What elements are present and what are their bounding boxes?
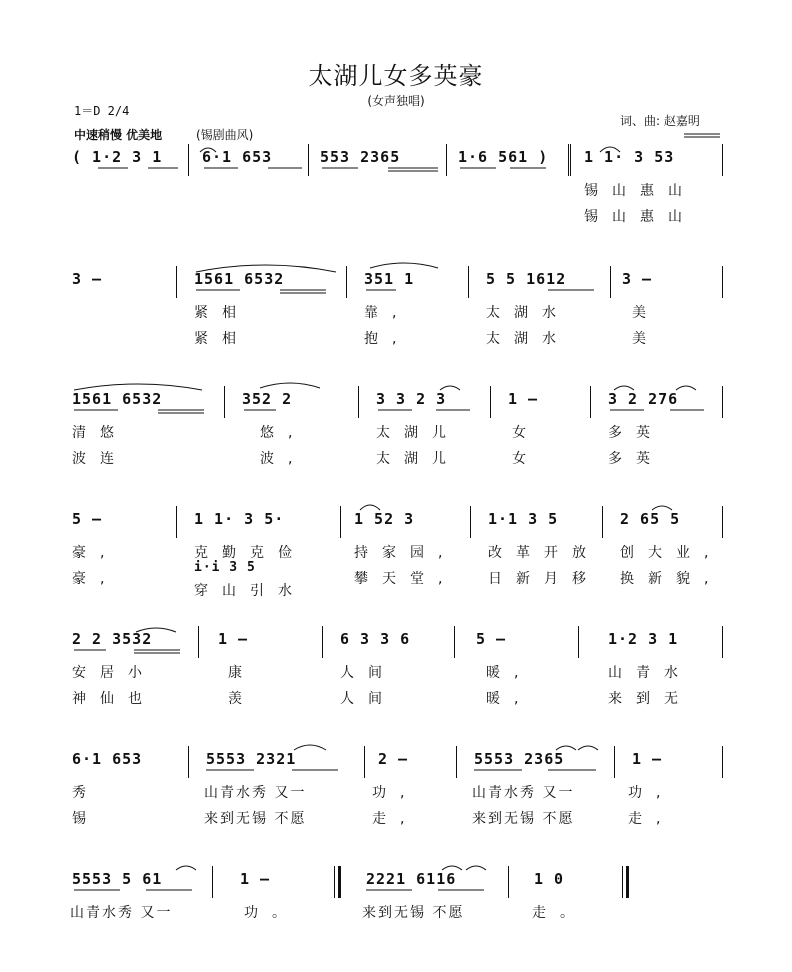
measure: 3 – bbox=[622, 270, 653, 288]
measure: 1 – bbox=[218, 630, 249, 648]
score-system-4 bbox=[0, 502, 792, 612]
measure: 1·6 561 ) bbox=[458, 148, 549, 166]
measure: 2 2 3532 bbox=[72, 630, 153, 648]
lyric: 女 bbox=[512, 451, 540, 467]
measure: 3 2 276 bbox=[608, 390, 679, 408]
lyric: 紧相 bbox=[194, 305, 250, 321]
measure: 5 – bbox=[476, 630, 507, 648]
measure: 2 – bbox=[378, 750, 409, 768]
measure: 2221 6116 bbox=[366, 870, 457, 888]
measure: 1561 6532 bbox=[72, 390, 163, 408]
lyric: 走。 bbox=[532, 905, 588, 921]
lyric: 多英 bbox=[608, 451, 664, 467]
lyric: 山青水秀 又一 bbox=[204, 785, 307, 801]
lyric: 美 bbox=[632, 305, 660, 321]
measure: 6·1 653 bbox=[202, 148, 273, 166]
measure: ( 1·2 3 1 bbox=[72, 148, 163, 166]
measure: 3 – bbox=[72, 270, 103, 288]
lyric: 豪, bbox=[72, 545, 119, 561]
measure: 1 – bbox=[632, 750, 663, 768]
lyric: 走, bbox=[628, 811, 675, 827]
lyric: 豪, bbox=[72, 571, 119, 587]
alternate-notes: i·i 3 5 bbox=[194, 560, 256, 575]
lyric: 太湖水 bbox=[486, 331, 570, 347]
lyric: 暖, bbox=[486, 665, 533, 681]
measure: 3 3 2 3 bbox=[376, 390, 447, 408]
tempo-marking: 中速稍慢 优美地 bbox=[74, 128, 163, 142]
measure: 6 3 3 6 bbox=[340, 630, 411, 648]
lyric: 来到无锡 不愿 bbox=[204, 811, 307, 827]
lyric: 创大业, bbox=[620, 545, 723, 561]
score-system-3 bbox=[0, 382, 792, 492]
lyric: 抱, bbox=[364, 331, 411, 347]
lyric: 功。 bbox=[244, 905, 300, 921]
lyric: 太湖水 bbox=[486, 305, 570, 321]
lyric: 日新月移 bbox=[488, 571, 600, 587]
measure: 6·1 653 bbox=[72, 750, 143, 768]
score-system-1 bbox=[0, 140, 792, 250]
lyric: 清悠 bbox=[72, 425, 128, 441]
measure: 5553 2365 bbox=[474, 750, 565, 768]
lyric: 靠, bbox=[364, 305, 411, 321]
measure: 1 – bbox=[508, 390, 539, 408]
lyric: 太湖儿 bbox=[376, 451, 460, 467]
measure: 351 1 bbox=[364, 270, 415, 288]
lyric: 羡 bbox=[228, 691, 256, 707]
measure: 1561 6532 bbox=[194, 270, 285, 288]
measure: 5553 2321 bbox=[206, 750, 297, 768]
lyric: 康 bbox=[228, 665, 256, 681]
measure: 1·2 3 1 bbox=[608, 630, 679, 648]
lyric: 克勤克俭 bbox=[194, 545, 306, 561]
measure: 5 5 1612 bbox=[486, 270, 567, 288]
lyric: 功, bbox=[372, 785, 419, 801]
lyric: 锡 bbox=[72, 811, 100, 827]
lyric: 人间 bbox=[340, 691, 396, 707]
measure: 1·1 3 5 bbox=[488, 510, 559, 528]
song-subtitle: (女声独唱) bbox=[367, 94, 425, 108]
lyric: 来到无 bbox=[608, 691, 692, 707]
measure: 352 2 bbox=[242, 390, 293, 408]
score-system-7 bbox=[0, 862, 792, 972]
measure: 5 – bbox=[72, 510, 103, 528]
measure: 1 0 bbox=[534, 870, 565, 888]
lyric: 波连 bbox=[72, 451, 128, 467]
lyric: 改革开放 bbox=[488, 545, 600, 561]
lyric: 太湖儿 bbox=[376, 425, 460, 441]
lyric: 山青水 bbox=[608, 665, 692, 681]
lyric: 女 bbox=[512, 425, 540, 441]
lyric: 持家园, bbox=[354, 545, 457, 561]
style-note: (锡剧曲风) bbox=[196, 128, 254, 142]
lyric: 功, bbox=[628, 785, 675, 801]
lyric: 美 bbox=[632, 331, 660, 347]
lyric: 秀 bbox=[72, 785, 100, 801]
lyric: 换新貌, bbox=[620, 571, 723, 587]
lyric: 走, bbox=[372, 811, 419, 827]
lyric: 人间 bbox=[340, 665, 396, 681]
lyric: 山青水秀 又一 bbox=[70, 905, 173, 921]
lyric: 波, bbox=[260, 451, 307, 467]
credit-line: 词、曲: 赵嘉明 bbox=[620, 114, 700, 128]
lyric: 来到无锡 不愿 bbox=[362, 905, 465, 921]
measure: 553 2365 bbox=[320, 148, 401, 166]
lyric: 锡山惠山 bbox=[584, 183, 696, 199]
score-system-6 bbox=[0, 742, 792, 852]
score-system-5 bbox=[0, 622, 792, 732]
measure: 1 1· 3 5· bbox=[194, 510, 285, 528]
measure: 1 52 3 bbox=[354, 510, 415, 528]
key-signature: 1＝D 2/4 bbox=[74, 104, 130, 118]
lyric: 神仙也 bbox=[72, 691, 156, 707]
measure: 2 65 5 bbox=[620, 510, 681, 528]
lyric: 山青水秀 又一 bbox=[472, 785, 575, 801]
measure: 1 1· 3 53 bbox=[584, 148, 675, 166]
lyric: 攀天堂, bbox=[354, 571, 457, 587]
lyric: 安居小 bbox=[72, 665, 156, 681]
lyric: 穿山引水 bbox=[194, 583, 306, 599]
lyric: 锡山惠山 bbox=[584, 209, 696, 225]
lyric: 紧相 bbox=[194, 331, 250, 347]
lyric: 暖, bbox=[486, 691, 533, 707]
lyric: 悠, bbox=[260, 425, 307, 441]
lyric: 多英 bbox=[608, 425, 664, 441]
song-title: 太湖儿女多英豪 bbox=[308, 62, 484, 90]
lyric: 来到无锡 不愿 bbox=[472, 811, 575, 827]
measure: 5553 5 61 bbox=[72, 870, 163, 888]
measure: 1 – bbox=[240, 870, 271, 888]
score-system-2 bbox=[0, 262, 792, 372]
